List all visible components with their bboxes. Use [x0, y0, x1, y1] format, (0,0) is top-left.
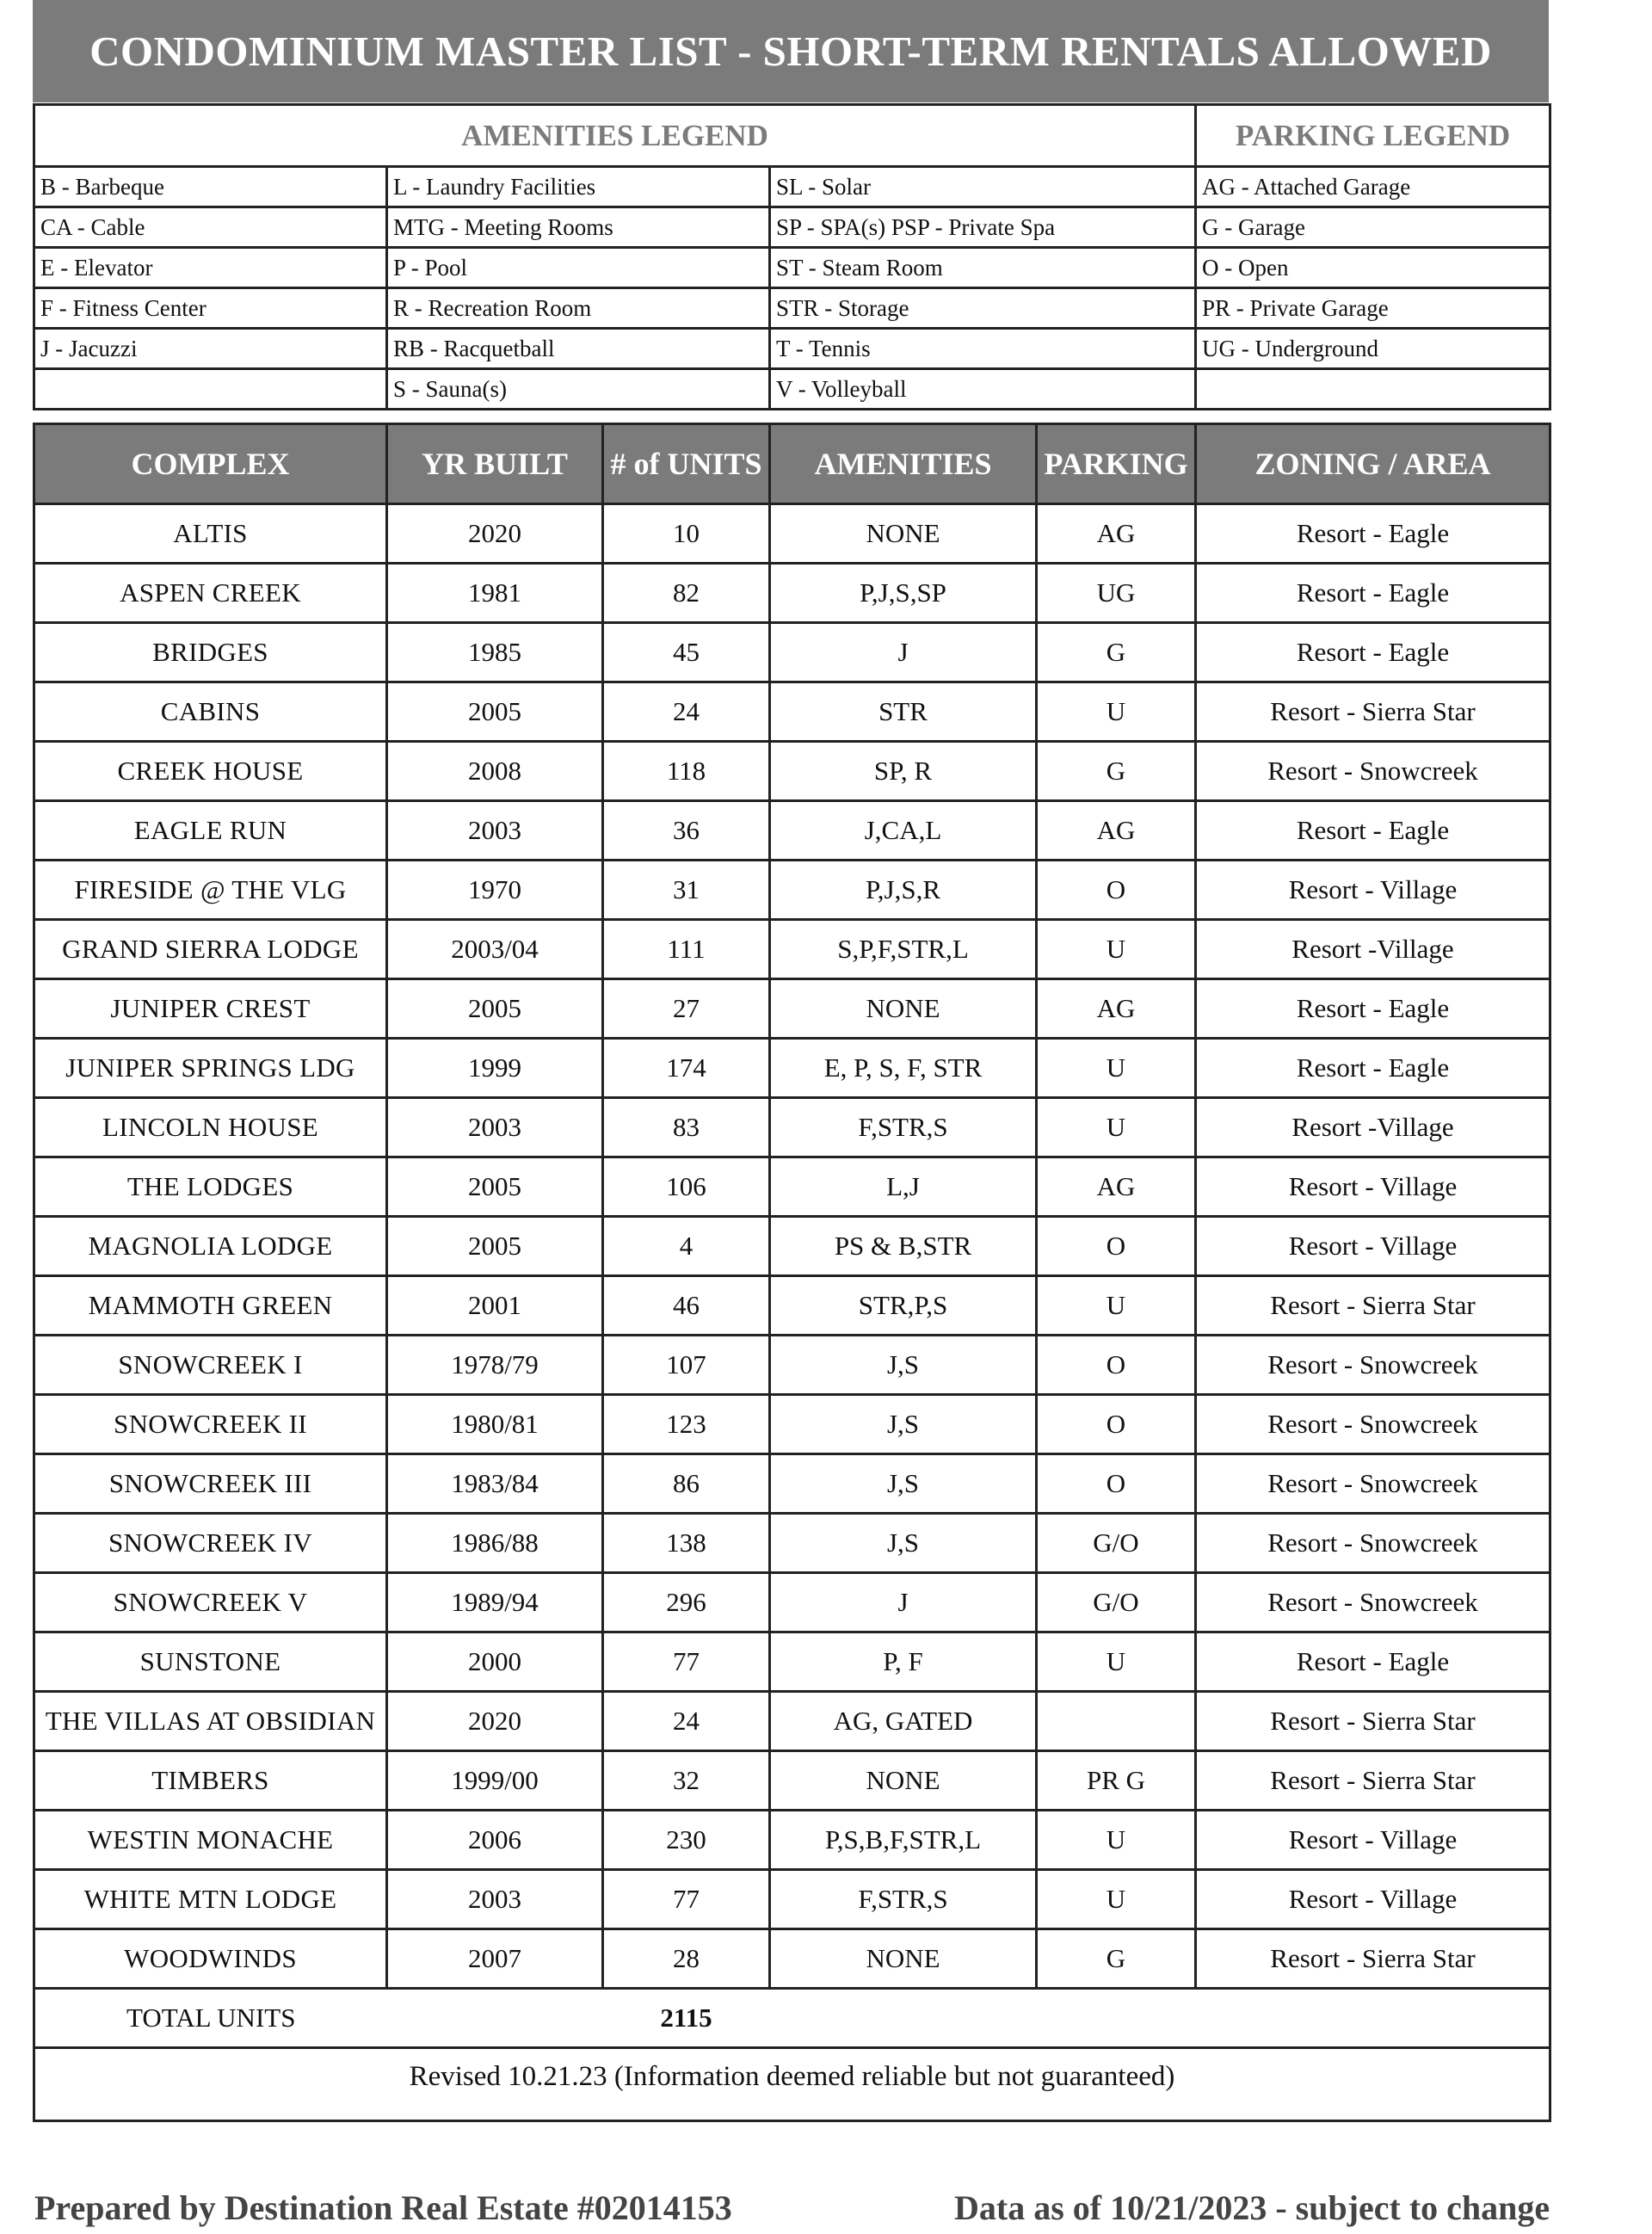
amenity-legend-item: B - Barbeque [34, 167, 387, 207]
year-built-cell: 1983/84 [387, 1454, 603, 1514]
complex-cell: WOODWINDS [34, 1929, 387, 1989]
total-label: TOTAL UNITS [34, 1989, 387, 2048]
amenity-legend-item: V - Volleyball [770, 369, 1196, 410]
year-built-cell: 2005 [387, 979, 603, 1039]
year-built-cell: 2007 [387, 1929, 603, 1989]
amenities-cell: PS & B,STR [770, 1217, 1037, 1276]
zoning-cell: Resort -Village [1196, 920, 1550, 979]
table-row [34, 1514, 1550, 1573]
complex-cell: CREEK HOUSE [34, 742, 387, 801]
amenities-cell: NONE [770, 1929, 1037, 1989]
table-row [34, 920, 1550, 979]
amenities-cell: J,S [770, 1454, 1037, 1514]
legend-table [33, 103, 1551, 410]
amenities-cell: S,P,F,STR,L [770, 920, 1037, 979]
parking-cell: U [1037, 1811, 1196, 1870]
amenities-cell: J,S [770, 1395, 1037, 1454]
amenities-cell: L,J [770, 1157, 1037, 1217]
units-cell: 82 [603, 564, 770, 623]
column-header: ZONING / AREA [1196, 424, 1550, 504]
year-built-cell: 1999/00 [387, 1751, 603, 1811]
amenity-legend-item [34, 369, 387, 410]
revised-row [34, 2048, 1550, 2121]
complex-cell: BRIDGES [34, 623, 387, 682]
table-row [34, 1157, 1550, 1217]
units-cell: 230 [603, 1811, 770, 1870]
units-cell: 83 [603, 1098, 770, 1157]
zoning-cell: Resort - Eagle [1196, 1039, 1550, 1098]
table-row [34, 742, 1550, 801]
parking-legend-item: UG - Underground [1196, 329, 1550, 369]
amenities-cell: NONE [770, 504, 1037, 564]
condo-table [33, 423, 1551, 2122]
complex-cell: WESTIN MONACHE [34, 1811, 387, 1870]
amenity-legend-item: T - Tennis [770, 329, 1196, 369]
zoning-cell: Resort - Eagle [1196, 564, 1550, 623]
amenity-legend-item: STR - Storage [770, 288, 1196, 329]
complex-cell: MAMMOTH GREEN [34, 1276, 387, 1336]
parking-legend-item: AG - Attached Garage [1196, 167, 1550, 207]
table-row [34, 801, 1550, 861]
year-built-cell: 2020 [387, 1692, 603, 1751]
year-built-cell: 2005 [387, 682, 603, 742]
zoning-cell: Resort - Sierra Star [1196, 1929, 1550, 1989]
complex-cell: FIRESIDE @ THE VLG [34, 861, 387, 920]
amenities-cell: P, F [770, 1632, 1037, 1692]
units-cell: 77 [603, 1632, 770, 1692]
zoning-cell: Resort - Village [1196, 1870, 1550, 1929]
amenities-cell: SP, R [770, 742, 1037, 801]
amenity-legend-item: SL - Solar [770, 167, 1196, 207]
year-built-cell: 1981 [387, 564, 603, 623]
zoning-cell: Resort - Eagle [1196, 623, 1550, 682]
units-cell: 31 [603, 861, 770, 920]
table-row [34, 1929, 1550, 1989]
table-row [34, 1395, 1550, 1454]
complex-cell: JUNIPER CREST [34, 979, 387, 1039]
year-built-cell: 2020 [387, 504, 603, 564]
amenities-legend-title: AMENITIES LEGEND [34, 105, 1196, 167]
prepared-by: Prepared by Destination Real Estate #02014153 [34, 2188, 732, 2227]
parking-cell: O [1037, 1336, 1196, 1395]
amenities-cell: J,S [770, 1514, 1037, 1573]
amenities-cell: F,STR,S [770, 1870, 1037, 1929]
units-cell: 106 [603, 1157, 770, 1217]
page-title: CONDOMINIUM MASTER LIST - SHORT-TERM RENTALS ALLOWED [33, 0, 1549, 102]
complex-cell: LINCOLN HOUSE [34, 1098, 387, 1157]
zoning-cell: Resort - Snowcreek [1196, 1336, 1550, 1395]
column-header: YR BUILT [387, 424, 603, 504]
zoning-cell: Resort - Sierra Star [1196, 1692, 1550, 1751]
parking-cell: AG [1037, 801, 1196, 861]
table-row [34, 682, 1550, 742]
total-value: 2115 [603, 1989, 770, 2048]
units-cell: 45 [603, 623, 770, 682]
zoning-cell: Resort - Eagle [1196, 504, 1550, 564]
units-cell: 4 [603, 1217, 770, 1276]
parking-cell: U [1037, 1039, 1196, 1098]
table-row [34, 1217, 1550, 1276]
parking-cell: U [1037, 1870, 1196, 1929]
table-row [34, 1811, 1550, 1870]
legend-row [34, 248, 1550, 288]
amenity-legend-item: P - Pool [387, 248, 770, 288]
year-built-cell: 2003 [387, 1870, 603, 1929]
zoning-cell: Resort - Eagle [1196, 801, 1550, 861]
year-built-cell: 1970 [387, 861, 603, 920]
zoning-cell: Resort - Snowcreek [1196, 742, 1550, 801]
units-cell: 107 [603, 1336, 770, 1395]
year-built-cell: 2005 [387, 1217, 603, 1276]
table-header-row [34, 424, 1550, 504]
zoning-cell: Resort - Snowcreek [1196, 1454, 1550, 1514]
parking-legend-item: G - Garage [1196, 207, 1550, 248]
zoning-cell: Resort - Eagle [1196, 1632, 1550, 1692]
units-cell: 174 [603, 1039, 770, 1098]
parking-cell: O [1037, 861, 1196, 920]
amenities-cell: AG, GATED [770, 1692, 1037, 1751]
parking-cell: G/O [1037, 1514, 1196, 1573]
table-row [34, 1870, 1550, 1929]
parking-cell: UG [1037, 564, 1196, 623]
complex-cell: ASPEN CREEK [34, 564, 387, 623]
units-cell: 118 [603, 742, 770, 801]
table-row [34, 861, 1550, 920]
units-cell: 86 [603, 1454, 770, 1514]
units-cell: 27 [603, 979, 770, 1039]
complex-cell: SUNSTONE [34, 1632, 387, 1692]
amenities-cell: NONE [770, 979, 1037, 1039]
units-cell: 32 [603, 1751, 770, 1811]
parking-cell: PR G [1037, 1751, 1196, 1811]
year-built-cell: 2006 [387, 1811, 603, 1870]
amenities-cell: F,STR,S [770, 1098, 1037, 1157]
amenity-legend-item: MTG - Meeting Rooms [387, 207, 770, 248]
amenity-legend-item: R - Recreation Room [387, 288, 770, 329]
parking-cell: U [1037, 682, 1196, 742]
amenity-legend-item: CA - Cable [34, 207, 387, 248]
zoning-cell: Resort - Snowcreek [1196, 1395, 1550, 1454]
complex-cell: TIMBERS [34, 1751, 387, 1811]
legend-row [34, 288, 1550, 329]
parking-legend-item [1196, 369, 1550, 410]
zoning-cell: Resort - Village [1196, 1217, 1550, 1276]
year-built-cell: 1989/94 [387, 1573, 603, 1632]
table-row [34, 1276, 1550, 1336]
column-header: COMPLEX [34, 424, 387, 504]
parking-cell: O [1037, 1217, 1196, 1276]
complex-cell: EAGLE RUN [34, 801, 387, 861]
parking-cell: G [1037, 1929, 1196, 1989]
year-built-cell: 2000 [387, 1632, 603, 1692]
year-built-cell: 2003 [387, 1098, 603, 1157]
amenity-legend-item: E - Elevator [34, 248, 387, 288]
table-row [34, 1573, 1550, 1632]
year-built-cell: 1999 [387, 1039, 603, 1098]
parking-cell: AG [1037, 1157, 1196, 1217]
table-row [34, 623, 1550, 682]
complex-cell: ALTIS [34, 504, 387, 564]
zoning-cell: Resort - Sierra Star [1196, 1751, 1550, 1811]
amenities-cell: J [770, 623, 1037, 682]
units-cell: 24 [603, 1692, 770, 1751]
legend-row [34, 369, 1550, 410]
units-cell: 77 [603, 1870, 770, 1929]
zoning-cell: Resort - Eagle [1196, 979, 1550, 1039]
table-row [34, 1336, 1550, 1395]
zoning-cell: Resort - Village [1196, 1157, 1550, 1217]
units-cell: 24 [603, 682, 770, 742]
column-header: # of UNITS [603, 424, 770, 504]
table-row [34, 1098, 1550, 1157]
zoning-cell: Resort - Village [1196, 861, 1550, 920]
complex-cell: WHITE MTN LODGE [34, 1870, 387, 1929]
amenities-cell: P,J,S,SP [770, 564, 1037, 623]
parking-cell: U [1037, 1098, 1196, 1157]
amenity-legend-item: J - Jacuzzi [34, 329, 387, 369]
zoning-cell: Resort - Snowcreek [1196, 1573, 1550, 1632]
year-built-cell: 2003/04 [387, 920, 603, 979]
legend-row [34, 329, 1550, 369]
year-built-cell: 1985 [387, 623, 603, 682]
parking-cell: O [1037, 1395, 1196, 1454]
units-cell: 123 [603, 1395, 770, 1454]
complex-cell: SNOWCREEK III [34, 1454, 387, 1514]
year-built-cell: 1980/81 [387, 1395, 603, 1454]
complex-cell: CABINS [34, 682, 387, 742]
amenities-cell: E, P, S, F, STR [770, 1039, 1037, 1098]
column-header: PARKING [1037, 424, 1196, 504]
table-row [34, 1039, 1550, 1098]
parking-cell: G [1037, 623, 1196, 682]
year-built-cell: 1986/88 [387, 1514, 603, 1573]
complex-cell: JUNIPER SPRINGS LDG [34, 1039, 387, 1098]
amenities-cell: P,J,S,R [770, 861, 1037, 920]
parking-cell: U [1037, 1276, 1196, 1336]
table-row [34, 979, 1550, 1039]
units-cell: 36 [603, 801, 770, 861]
amenity-legend-item: F - Fitness Center [34, 288, 387, 329]
amenity-legend-item: S - Sauna(s) [387, 369, 770, 410]
units-cell: 138 [603, 1514, 770, 1573]
table-row [34, 504, 1550, 564]
parking-cell [1037, 1692, 1196, 1751]
total-row [34, 1989, 1550, 2048]
complex-cell: MAGNOLIA LODGE [34, 1217, 387, 1276]
year-built-cell: 2008 [387, 742, 603, 801]
amenities-cell: NONE [770, 1751, 1037, 1811]
parking-legend-item: PR - Private Garage [1196, 288, 1550, 329]
parking-cell: G [1037, 742, 1196, 801]
parking-legend-item: O - Open [1196, 248, 1550, 288]
year-built-cell: 2001 [387, 1276, 603, 1336]
legend-row [34, 207, 1550, 248]
amenities-cell: STR,P,S [770, 1276, 1037, 1336]
column-header: AMENITIES [770, 424, 1037, 504]
amenities-cell: P,S,B,F,STR,L [770, 1811, 1037, 1870]
complex-cell: GRAND SIERRA LODGE [34, 920, 387, 979]
zoning-cell: Resort -Village [1196, 1098, 1550, 1157]
data-as-of: Data as of 10/21/2023 - subject to change [954, 2188, 1550, 2227]
year-built-cell: 2005 [387, 1157, 603, 1217]
complex-cell: THE VILLAS AT OBSIDIAN [34, 1692, 387, 1751]
revised-note: Revised 10.21.23 (Information deemed reliable but not guaranteed) [34, 2048, 1550, 2121]
parking-cell: O [1037, 1454, 1196, 1514]
table-row [34, 1751, 1550, 1811]
complex-cell: SNOWCREEK II [34, 1395, 387, 1454]
table-row [34, 1632, 1550, 1692]
amenity-legend-item: ST - Steam Room [770, 248, 1196, 288]
zoning-cell: Resort - Snowcreek [1196, 1514, 1550, 1573]
parking-legend-title: PARKING LEGEND [1196, 105, 1550, 167]
complex-cell: SNOWCREEK I [34, 1336, 387, 1395]
complex-cell: THE LODGES [34, 1157, 387, 1217]
year-built-cell: 1978/79 [387, 1336, 603, 1395]
zoning-cell: Resort - Sierra Star [1196, 1276, 1550, 1336]
parking-cell: U [1037, 1632, 1196, 1692]
table-row [34, 1692, 1550, 1751]
units-cell: 296 [603, 1573, 770, 1632]
amenities-cell: J [770, 1573, 1037, 1632]
table-row [34, 1454, 1550, 1514]
year-built-cell: 2003 [387, 801, 603, 861]
amenities-cell: J,S [770, 1336, 1037, 1395]
parking-cell: AG [1037, 979, 1196, 1039]
parking-cell: G/O [1037, 1573, 1196, 1632]
zoning-cell: Resort - Village [1196, 1811, 1550, 1870]
table-row [34, 564, 1550, 623]
units-cell: 46 [603, 1276, 770, 1336]
units-cell: 28 [603, 1929, 770, 1989]
legend-row [34, 167, 1550, 207]
zoning-cell: Resort - Sierra Star [1196, 682, 1550, 742]
complex-cell: SNOWCREEK IV [34, 1514, 387, 1573]
amenities-cell: STR [770, 682, 1037, 742]
units-cell: 10 [603, 504, 770, 564]
amenity-legend-item: RB - Racquetball [387, 329, 770, 369]
complex-cell: SNOWCREEK V [34, 1573, 387, 1632]
parking-cell: U [1037, 920, 1196, 979]
amenities-cell: J,CA,L [770, 801, 1037, 861]
units-cell: 111 [603, 920, 770, 979]
amenity-legend-item: SP - SPA(s) PSP - Private Spa [770, 207, 1196, 248]
parking-cell: AG [1037, 504, 1196, 564]
amenity-legend-item: L - Laundry Facilities [387, 167, 770, 207]
